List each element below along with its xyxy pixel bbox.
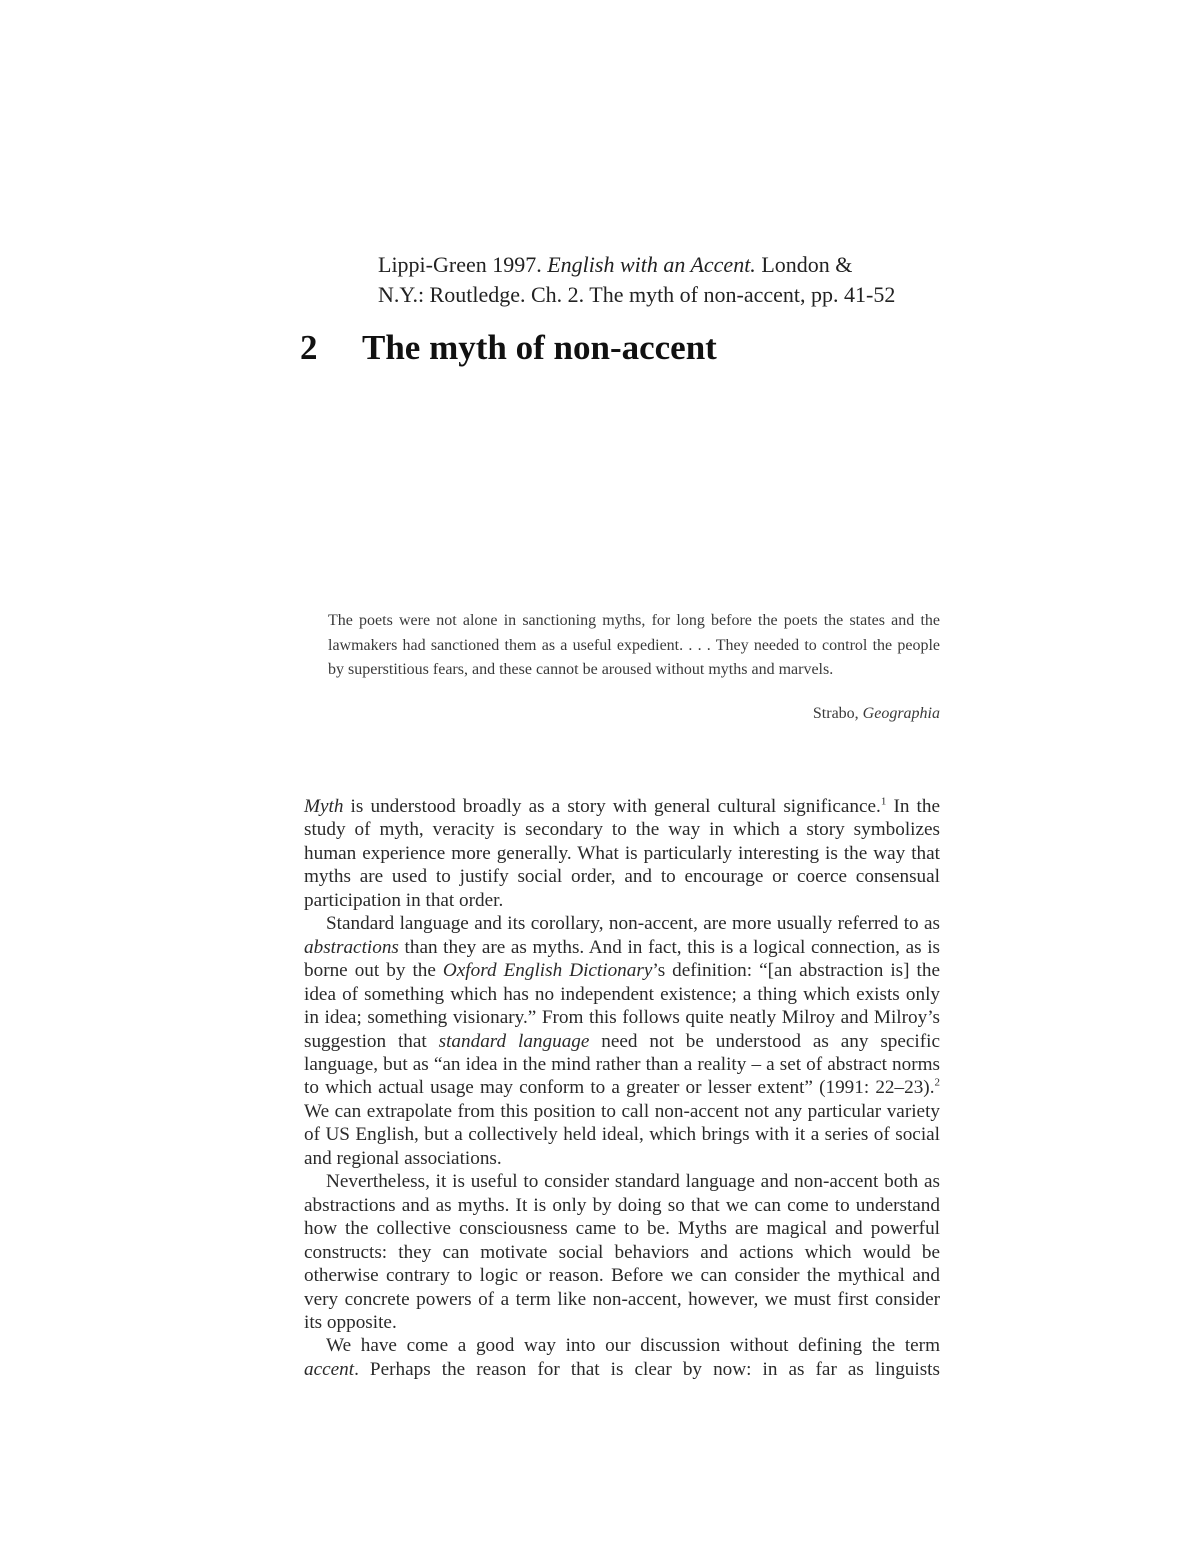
footnote-ref-2: 2 bbox=[934, 1077, 940, 1090]
citation-line-2: N.Y.: Routledge. Ch. 2. The myth of non-accent, pp. 41-52 bbox=[378, 282, 896, 307]
chapter-number: 2 bbox=[300, 328, 318, 367]
paragraph-3: Nevertheless, it is useful to consider standard language and non-accent both as abstractions and as myths. It is only by doing so that we can come to understand how the collective consciousness came to be. Myths are magical and powerful constructs: they can motivate social behaviors and actions which would be otherwise contrary to logic or reason. Before we can consider the mythical and very concrete powers of a term like non-accent, however, we must first consider its opposite. bbox=[304, 1171, 940, 1333]
chapter-title: The myth of non-accent bbox=[362, 328, 717, 367]
citation-line-1: Lippi-Green 1997. English with an Accent. London & bbox=[378, 252, 853, 277]
chapter-heading bbox=[300, 326, 940, 370]
epigraph-work: Geographia bbox=[862, 705, 940, 722]
footnote-ref-1: 1 bbox=[880, 795, 887, 808]
epigraph-attribution: Strabo, Geographia bbox=[812, 705, 940, 722]
paragraph-1: Myth is understood broadly as a story with general cultural significance.$^1$ In the study of myth, veracity is secondary to the way in which a story symbolizes human experience more generally. What is particularly interesting is the way that myths are used to justify social order, and to encourage or coerce consensual participation in that order. bbox=[304, 795, 940, 911]
paragraph-2: Standard language and its corollary, non-accent, are more usually referred to as abstractions than they are as myths. And in fact, this is a logical connection, as is borne out by the Oxford English Dictionary’s definition: “[an abstraction is] the idea of something which has no independent existence; a thing which exists only in idea; something visionary.” From this follows quite neatly Milroy and Milroy’s suggestion that standard language need not be understood as any specific language, but as “an idea in the mind rather than a reality – a set of abstract norms to which actual usage may conform to a greater or lesser extent” (1991: 22–23).$^2$ We can extrapolate from this position to call non-accent not any particular variety of US English, but a collectively held ideal, which brings with it a series of social and regional associations. bbox=[304, 913, 940, 1169]
source-citation bbox=[378, 250, 958, 310]
chapter-body bbox=[304, 795, 940, 1381]
book-title: English with an Accent. bbox=[547, 252, 756, 277]
paragraph-4: We have come a good way into our discussion without defining the term accent. Perhaps the reason for that is clear by now: in as far as linguists bbox=[304, 1335, 940, 1380]
epigraph-quote: The poets were not alone in sanctioning myths, for long before the poets the states and the lawmakers had sanctioned them as a useful expedient. . . . They needed to control the people by superstitious fears, and these cannot be aroused without myths and marvels. bbox=[328, 612, 940, 678]
